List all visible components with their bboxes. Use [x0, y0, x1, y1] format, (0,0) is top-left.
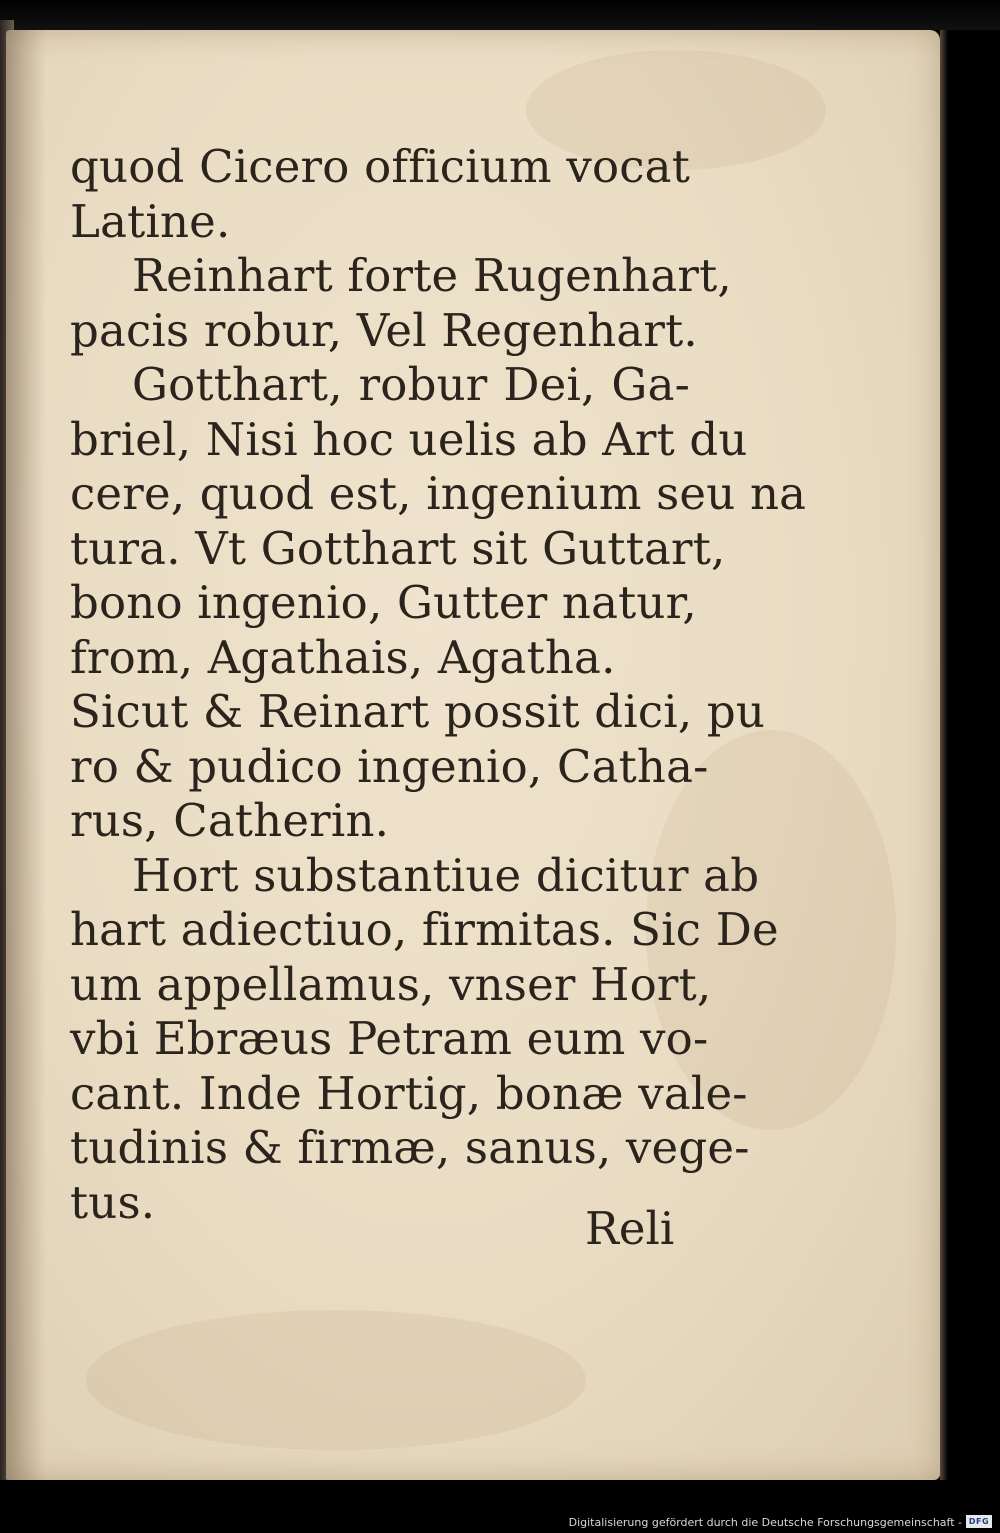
paper-stain: [86, 1310, 586, 1450]
dfg-logo: DFG: [966, 1515, 992, 1528]
text-line: Latine.: [70, 194, 231, 248]
digitization-credit: Digitalisierung gefördert durch die Deutsche Forschungsgemeinschaft -: [568, 1516, 962, 1529]
text-line: cere, quod est, ingenium seu na: [70, 467, 807, 520]
text-line: briel, Nisi hoc uelis ab Art du: [70, 412, 748, 466]
text-line: quod Cicero officium vocat: [70, 140, 690, 193]
page-body-text: [70, 140, 807, 1230]
catchword: Reli: [585, 1202, 675, 1255]
page-right-edge: [940, 30, 948, 1480]
text-line: pacis robur, Vel Regenhart.: [70, 303, 698, 357]
text-line: cant. Inde Hortig, bonæ vale-: [70, 1066, 748, 1120]
text-line: Hort substantiue dicitur ab: [132, 848, 760, 902]
text-line: vbi Ebræus Petram eum vo-: [70, 1012, 709, 1065]
text-line: tudinis & firmæ, sanus, vege-: [70, 1121, 750, 1174]
page-gutter-shadow: [6, 30, 46, 1480]
text-line: from, Agathais, Agatha.: [70, 630, 616, 684]
text-line: bono ingenio, Gutter natur,: [70, 576, 697, 629]
text-line: Sicut & Reinart possit dici, pu: [70, 685, 766, 738]
text-line: rus, Catherin.: [70, 794, 390, 847]
text-line: um appellamus, vnser Hort,: [70, 957, 712, 1011]
text-line: hart adiectiuo, firmitas. Sic De: [70, 903, 779, 956]
text-line: Gotthart, robur Dei, Ga-: [132, 358, 690, 411]
text-line: Reinhart forte Rugenhart,: [132, 249, 732, 302]
text-line: ro & pudico ingenio, Catha-: [70, 739, 709, 793]
text-line: tus.: [70, 1175, 156, 1229]
scan-top-shadow: [0, 0, 1000, 30]
text-line: tura. Vt Gotthart sit Guttart,: [70, 521, 726, 575]
